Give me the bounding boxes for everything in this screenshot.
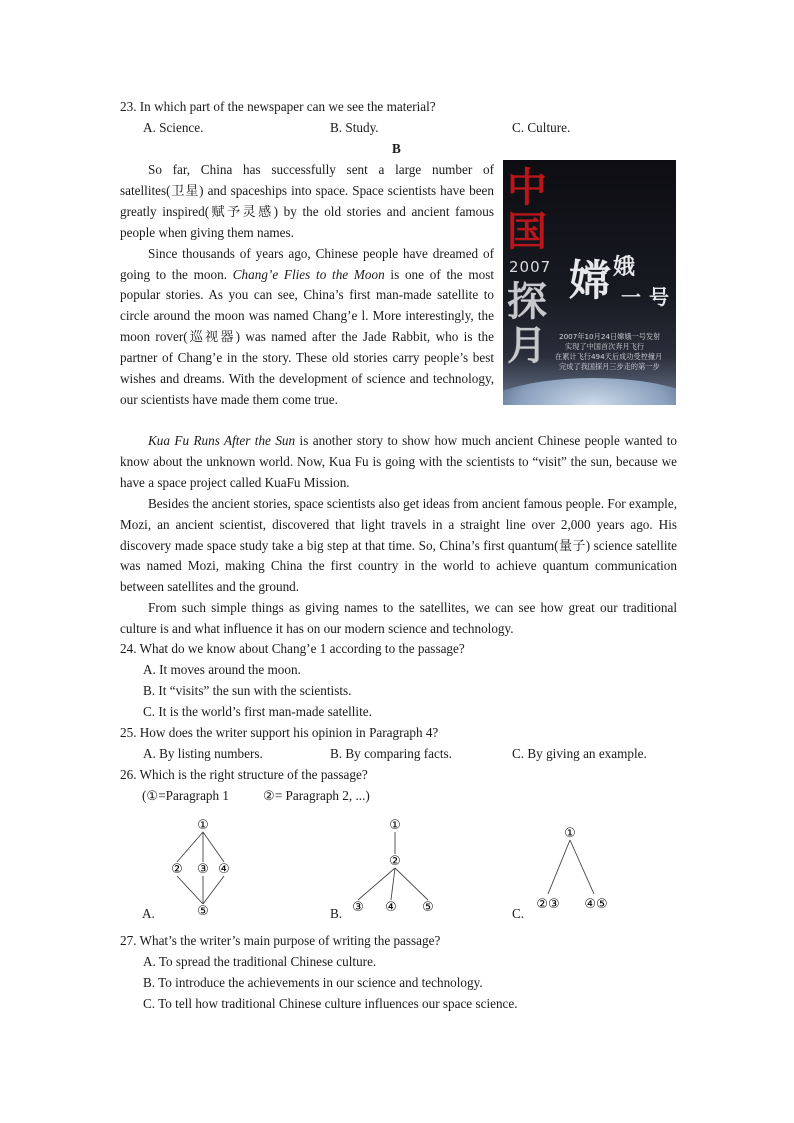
paragraph-4: Besides the ancient stories, space scientists also get ideas from ancient famous people. For example, Mozi, an ancient scientist, discovered that light travels in a straight line over 2,000 years ago. His discovery made space study take a big step at that time. So, China’s first quantum(量子) science satellite was named Mozi, making China the first country in the world to achieve quantum communication between satellites and the ground. bbox=[120, 495, 677, 595]
passage-top bbox=[120, 160, 494, 411]
q26-note-paragraph-1: (①=Paragraph 1 bbox=[142, 788, 230, 803]
q25-option-c: C. By giving an example. bbox=[512, 746, 647, 761]
paragraph-3 bbox=[120, 431, 677, 494]
diagram-label-b: B. bbox=[330, 906, 343, 921]
paragraph-2-text-b: is one of the most popular stories. As you can see, China’s first man-made satellite to circle around the moon was named Chang’e l. More interestingly, the moon rover(巡视器) was named after the Jade Rabbit, who is the partner of Chang’e in the story. These old stories carry people’s best wishes and dreams. With the development of science and technology, our scientists have made them come true. bbox=[120, 266, 494, 407]
q25-option-b: B. By comparing facts. bbox=[330, 746, 452, 761]
paragraph-3-text: is another story to show how much ancient Chinese people wanted to know about the unknown world. Now, Kua Fu is going with the scientists to “visit” the sun, because we have a space project called KuaFu Mission. bbox=[120, 433, 677, 490]
diagram-label-c: C. bbox=[512, 906, 525, 921]
q27-option-c: C. To tell how traditional Chinese culture influences our space science. bbox=[143, 996, 518, 1011]
section-label: B bbox=[392, 141, 401, 156]
node-1: ① bbox=[197, 818, 209, 833]
paragraph-2-text-a: Since thousands of years ago, Chinese people have dreamed of going to the moon. bbox=[120, 245, 494, 282]
story-title-change: Chang’e Flies to the Moon bbox=[232, 266, 385, 282]
poster-char-e: 娥 bbox=[613, 255, 636, 280]
question-25: 25. How does the writer support his opinion in Paragraph 4? bbox=[120, 725, 439, 740]
question-24: 24. What do we know about Chang’e 1 according to the passage? bbox=[120, 641, 465, 656]
poster-char-zhong: 中 bbox=[507, 165, 547, 211]
q27-option-a: A. To spread the traditional Chinese culture. bbox=[143, 954, 377, 969]
moon-surface bbox=[503, 378, 676, 405]
poster-caption-3: 在累计飞行494天后成功受控撞月 bbox=[555, 352, 663, 361]
q24-option-b: B. It “visits” the sun with the scientists. bbox=[143, 683, 352, 698]
node-2: ② bbox=[389, 854, 401, 869]
structure-diagram-b bbox=[340, 814, 450, 922]
q23-option-a: A. Science. bbox=[143, 120, 204, 135]
question-26: 26. Which is the right structure of the passage? bbox=[120, 767, 368, 782]
poster-char-hao: 号 bbox=[649, 285, 669, 309]
poster-caption-1: 2007年10月24日嫦娥一号发射 bbox=[559, 332, 661, 341]
q24-option-a: A. It moves around the moon. bbox=[143, 662, 301, 677]
change-1-poster bbox=[503, 160, 676, 405]
poster-caption-4: 完成了我国探月三步走的第一步 bbox=[559, 362, 660, 371]
node-5: ⑤ bbox=[422, 900, 434, 915]
q25-option-a: A. By listing numbers. bbox=[143, 746, 263, 761]
node-3: ③ bbox=[197, 862, 209, 877]
poster-char-yue: 月 bbox=[507, 323, 547, 369]
node-4-5: ④⑤ bbox=[584, 897, 608, 912]
paragraph-2 bbox=[120, 244, 494, 411]
question-23: 23. In which part of the newspaper can we see the material? bbox=[120, 99, 436, 114]
poster-char-tan: 探 bbox=[507, 279, 547, 325]
paragraph-1: So far, China has successfully sent a large number of satellites(卫星) and spaceships into space. Space scientists have been greatly inspired(赋予灵感) by the old stories and ancient famous people when giving them names. bbox=[120, 162, 494, 240]
question-27: 27. What’s the writer’s main purpose of writing the passage? bbox=[120, 933, 441, 948]
paragraph-5: From such simple things as giving names to the satellites, we can see how great our traditional culture is and what influence it has on our modern science and technology. bbox=[120, 600, 677, 637]
poster-char-chang: 嫦 bbox=[569, 256, 612, 305]
story-title-kuafu: Kua Fu Runs After the Sun bbox=[148, 433, 296, 448]
structure-diagram-a bbox=[160, 814, 250, 922]
poster-year: 2007 bbox=[509, 258, 552, 276]
q26-note-paragraph-2: ②= Paragraph 2, ...) bbox=[263, 788, 370, 803]
q27-option-b: B. To introduce the achievements in our science and technology. bbox=[143, 975, 483, 990]
node-3: ③ bbox=[352, 900, 364, 915]
q23-option-b: B. Study. bbox=[330, 120, 379, 135]
node-5: ⑤ bbox=[197, 904, 209, 918]
poster-caption-2: 实现了中国首次奔月飞行 bbox=[565, 342, 645, 351]
passage-bottom bbox=[120, 431, 677, 640]
q24-option-c: C. It is the world’s first man-made satellite. bbox=[143, 704, 372, 719]
node-4: ④ bbox=[218, 862, 230, 877]
node-2: ② bbox=[171, 862, 183, 877]
diagram-label-a: A. bbox=[142, 906, 155, 921]
q23-option-c: C. Culture. bbox=[512, 120, 571, 135]
node-2-3: ②③ bbox=[536, 897, 560, 912]
node-1: ① bbox=[564, 826, 576, 841]
node-1: ① bbox=[389, 818, 401, 833]
node-4: ④ bbox=[385, 900, 397, 915]
structure-diagram-c bbox=[528, 822, 618, 922]
poster-char-yi: 一 bbox=[621, 285, 641, 309]
poster-char-guo: 国 bbox=[507, 209, 547, 255]
